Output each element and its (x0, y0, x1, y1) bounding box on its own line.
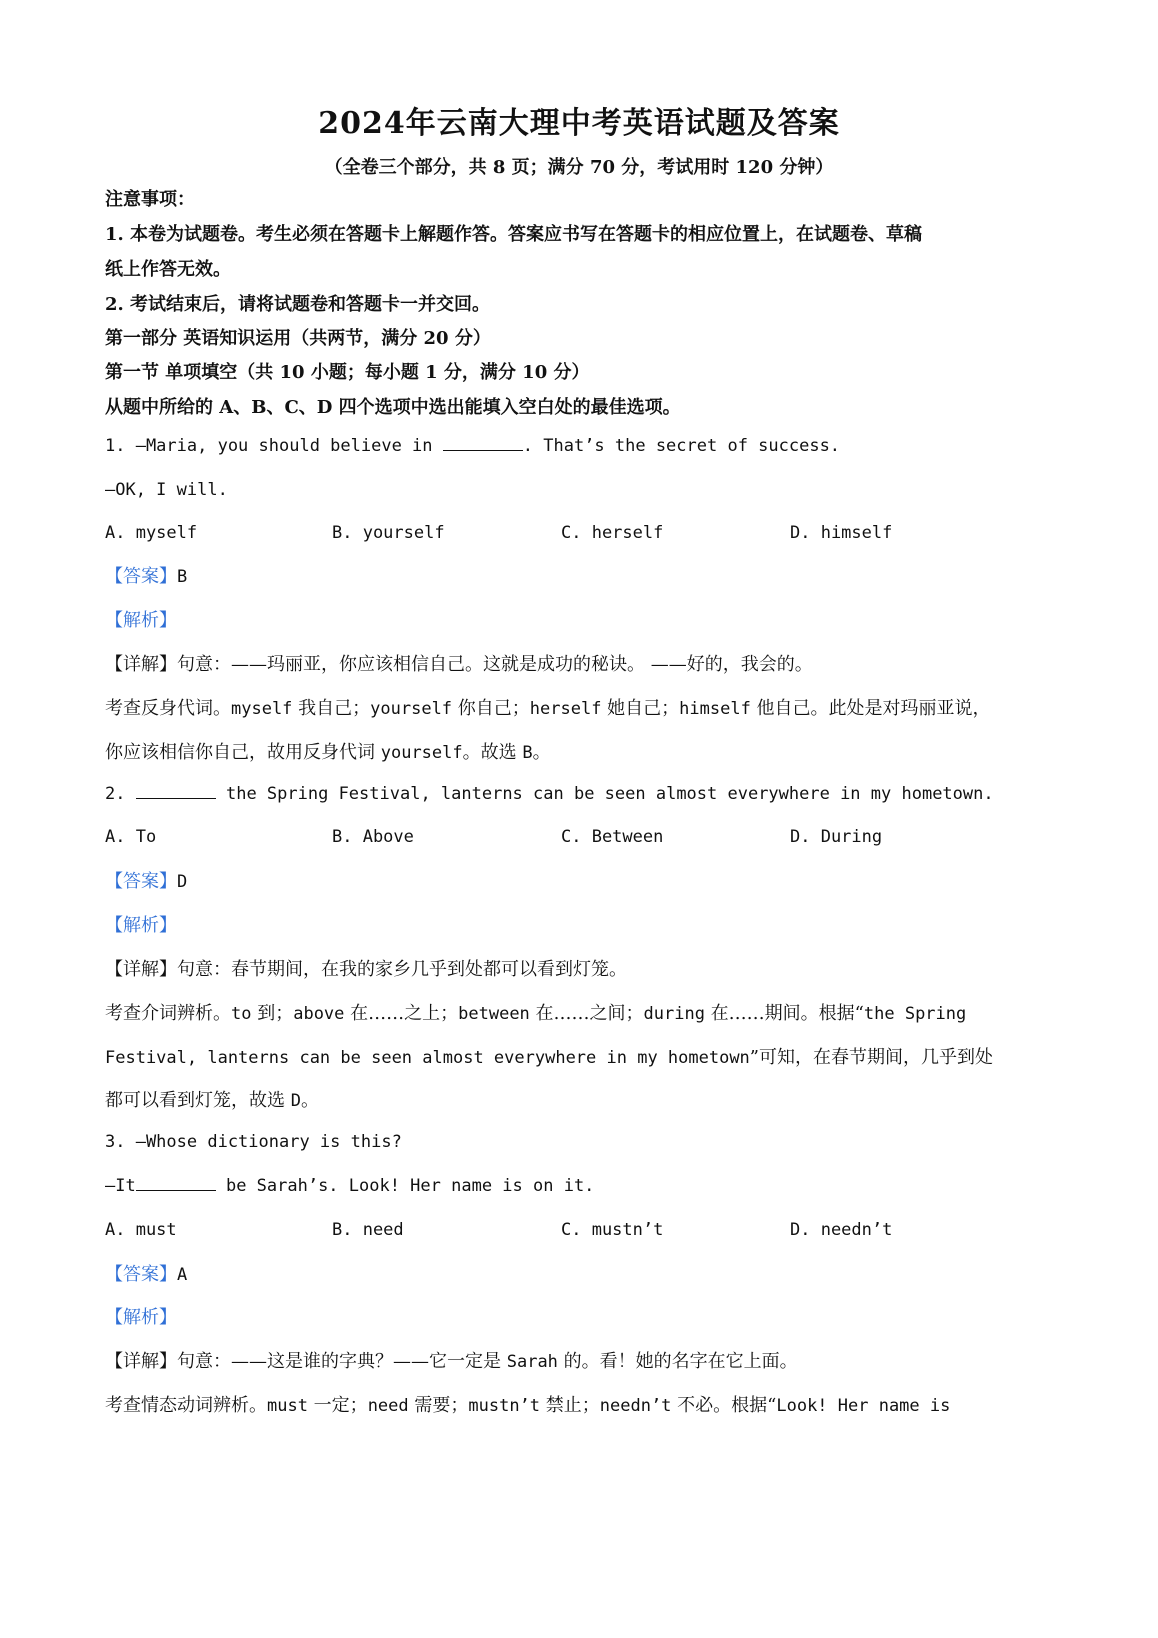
q1-stem-pre: 1. —Maria, you should believe in (105, 436, 433, 456)
q2-exp-word: the Spring (863, 1004, 967, 1024)
q3-exp-text: 一定； (307, 1395, 368, 1416)
q2-exp-word: above (293, 1004, 345, 1024)
note-1b: 纸上作答无效。 (105, 259, 231, 280)
q3-exp-text: 不必。根据“ (671, 1395, 777, 1416)
q1-analysis-label: 【解析】 (105, 610, 177, 631)
question-1-stem (105, 436, 840, 456)
q2-option-c: C. Between (561, 827, 664, 847)
q1-exp-text: 我自己； (292, 698, 371, 719)
detail-label: 【详解】 (105, 959, 177, 980)
q1-blank (443, 436, 523, 451)
q3-exp-word: mustn’t (468, 1396, 541, 1416)
q3-exp-word: Look! Her name is (776, 1396, 951, 1416)
q2-exp-text: 在……之上； (344, 1003, 459, 1024)
q2-exp-text: 。 (300, 1090, 319, 1111)
q1-detail (105, 650, 813, 676)
q2-exp-word: between (458, 1004, 530, 1024)
q3-blank (136, 1176, 216, 1191)
q3-exp-text: 考查情态动词辨析。 (105, 1395, 267, 1416)
question-3-stem: 3. —Whose dictionary is this? (105, 1132, 402, 1152)
note-2: 2. 考试结束后，请将试题卷和答题卡一并交回。 (105, 294, 491, 315)
q3-detail-word: Sarah (506, 1352, 558, 1372)
q3-option-b: B. need (332, 1220, 404, 1240)
q3-detail (105, 1347, 798, 1373)
section-instruction: 从题中所给的 A、B、C、D 四个选项中选出能填入空白处的最佳选项。 (105, 397, 681, 418)
q2-exp-text: 在……期间。根据“ (704, 1003, 864, 1024)
q1-exp-text: 你应该相信你自己，故用反身代词 (105, 742, 381, 763)
q1-option-c: C. herself (561, 523, 664, 543)
note-1a: 1. 本卷为试题卷。考生必须在答题卡上解题作答。答案应书写在答题卡的相应位置上，在试题卷、草稿 (105, 224, 923, 245)
question-1-reply: —OK, I will. (105, 480, 228, 500)
page-title: 2024年云南大理中考英语试题及答案 (318, 106, 840, 141)
q2-explanation-1 (105, 999, 966, 1025)
q2-stem-post: the Spring Festival, lanterns can be seen almost everywhere in my hometown. (225, 784, 994, 804)
q2-exp-text: 在……之间； (529, 1003, 644, 1024)
q1-detail-text: 句意：——玛丽亚，你应该相信自己。这就是成功的秘诀。 ——好的，我会的。 (177, 654, 813, 675)
q1-exp-text: 他自己。此处是对玛丽亚说， (750, 698, 991, 719)
part-1-heading: 第一部分 英语知识运用（共两节，满分 20 分） (105, 328, 491, 349)
q3-exp-text: 禁止； (540, 1395, 600, 1416)
q3-detail-text: 的。看！她的名字在它上面。 (557, 1351, 798, 1372)
q3-exp-word: must (267, 1396, 308, 1416)
q3-option-d: D. needn’t (790, 1220, 893, 1240)
q2-exp-text: 都可以看到灯笼，故选 (105, 1090, 291, 1111)
answer-label: 【答案】 (105, 566, 177, 587)
q1-exp-word: yourself (370, 699, 453, 719)
page-subtitle: （全卷三个部分，共 8 页；满分 70 分，考试用时 120 分钟） (324, 157, 834, 178)
q1-explanation-1 (105, 694, 991, 720)
q1-exp-text: 她自己； (601, 698, 680, 719)
q2-exp-word: D (290, 1091, 301, 1111)
notes-heading: 注意事项： (105, 189, 195, 210)
q1-option-b: B. yourself (332, 523, 445, 543)
q2-stem-pre: 2. (105, 784, 126, 804)
detail-label: 【详解】 (105, 1351, 177, 1372)
q1-exp-text: 。故选 (462, 742, 523, 763)
q2-exp-text: 到； (251, 1003, 294, 1024)
q1-option-d: D. himself (790, 523, 893, 543)
q1-option-a: A. myself (105, 523, 198, 543)
q3-answer-value: A (177, 1265, 188, 1285)
section-1-heading: 第一节 单项填空（共 10 小题；每小题 1 分，满分 10 分） (105, 362, 590, 383)
q2-exp-word: to (231, 1004, 252, 1024)
q2-option-a: A. To (105, 827, 157, 847)
q1-stem-post: . That’s the secret of success. (522, 436, 841, 456)
q1-answer-value: B (177, 567, 188, 587)
q2-detail-text: 句意：春节期间，在我的家乡几乎到处都可以看到灯笼。 (177, 959, 627, 980)
q3-exp-text: 需要； (408, 1395, 469, 1416)
q2-exp-word: during (643, 1004, 705, 1024)
q1-exp-word: myself (231, 699, 293, 719)
question-3-reply (105, 1176, 594, 1196)
q1-exp-text: 你自己； (452, 698, 530, 719)
q3-reply-pre: —It (105, 1176, 136, 1196)
q2-option-d: D. During (790, 827, 883, 847)
q1-explanation-2 (105, 738, 551, 764)
q2-detail (105, 955, 627, 981)
q2-answer-value: D (177, 872, 188, 892)
detail-label: 【详解】 (105, 654, 177, 675)
answer-label: 【答案】 (105, 1264, 177, 1285)
q2-answer (105, 867, 187, 893)
q2-exp-word: Festival, lanterns can be seen almost everywhere in my hometown (105, 1048, 750, 1068)
q1-exp-word: yourself (380, 743, 463, 763)
q3-exp-word: need (367, 1396, 409, 1416)
q1-exp-word: B (522, 743, 533, 763)
q2-option-b: B. Above (332, 827, 414, 847)
q2-explanation-3 (105, 1086, 319, 1112)
q1-exp-text: 考查反身代词。 (105, 698, 231, 719)
q1-exp-text: 。 (532, 742, 551, 763)
q2-blank (136, 784, 216, 799)
q3-explanation-1 (105, 1391, 950, 1417)
q3-answer (105, 1260, 187, 1286)
question-2-stem (105, 784, 994, 804)
q2-exp-text: 考查介词辨析。 (105, 1003, 231, 1024)
answer-label: 【答案】 (105, 871, 177, 892)
q2-analysis-label: 【解析】 (105, 915, 177, 936)
q3-detail-text: 句意：——这是谁的字典？——它一定是 (177, 1351, 507, 1372)
q3-analysis-label: 【解析】 (105, 1307, 177, 1328)
q2-exp-text: ”可知，在春节期间，几乎到处 (749, 1047, 993, 1068)
q1-exp-word: himself (679, 699, 751, 719)
q3-option-a: A. must (105, 1220, 177, 1240)
q1-answer (105, 562, 187, 588)
q2-explanation-2 (105, 1043, 993, 1069)
q3-exp-word: needn’t (599, 1396, 672, 1416)
q3-option-c: C. mustn’t (561, 1220, 664, 1240)
q3-reply-post: be Sarah’s. Look! Her name is on it. (215, 1176, 595, 1196)
q1-exp-word: herself (529, 699, 602, 719)
